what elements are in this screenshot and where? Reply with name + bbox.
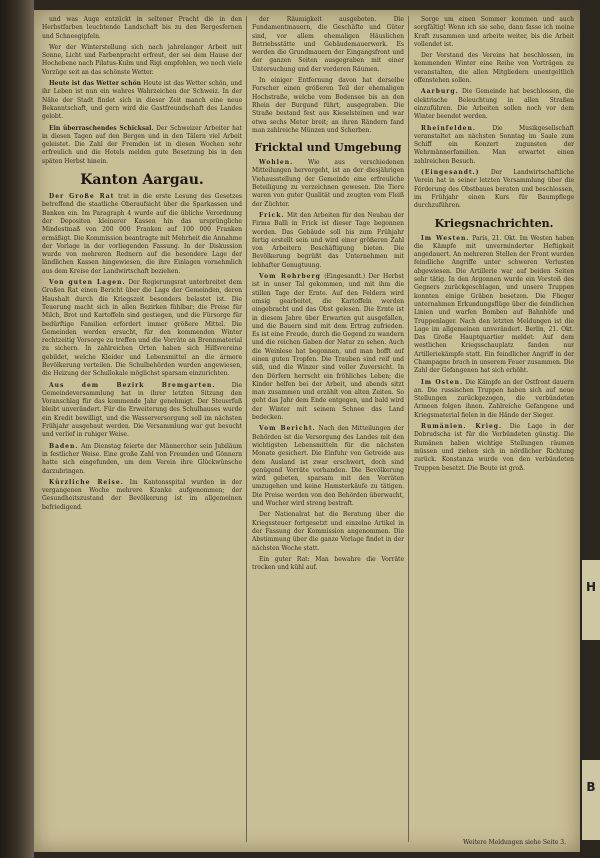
paragraph: und was Auge entzückt in seltener Pracht die in den Herbstfarben leuchtende Landschaft bis zu den Bergesfernen und Schneegipfeln. xyxy=(42,16,242,40)
column-middle xyxy=(252,16,404,842)
item-text: Die Musikgesellschaft veranstaltet am nächsten Sonntag im Saale zum Schiff ein Konzert zugunsten der Wehrmännerfamilien. Man erwartet einen zahlreichen Besuch. xyxy=(414,124,574,165)
news-item xyxy=(252,273,404,422)
news-item xyxy=(414,379,574,420)
item-text: Der Schweizer Arbeiter hat in diesen Tagen auf den Bergen und in den Tälern viel Arbeit geleistet. Die Zahl der Fremden ist in diesen Wochen sehr erfreulich und die Hotels melden gute Besetzung bis in den späten Herbst hinein. xyxy=(42,124,242,165)
paragraph: Sorge um einen Sommer kommen und auch sorgfältig! Wenn ich sie sehe, dann fasse ich meine Kraft zusammen und arbeite weiter, bis die Arbeit vollendet ist. xyxy=(414,16,574,48)
item-text: Der Landwirtschaftliche Verein hat in seiner letzten Versammlung über die Förderung des Obstbaues beraten und beschlossen, im Frühjahr einen Kurs für Baumpflege durchzuführen. xyxy=(414,169,574,210)
news-item xyxy=(414,88,574,121)
item-text: Die Kämpfe an der Ostfront dauern an. Die russischen Truppen haben sich auf neue Stellungen zurückgezogen, die verbündeten Armeen folgen ihnen. Zahlreiche Gefangene und Kriegsmaterial fielen in die Hände der Sieger. xyxy=(414,378,574,419)
item-label: Rheinfelden. xyxy=(421,124,476,132)
item-label: Vom Rohrberg xyxy=(259,273,321,281)
item-label: Vom Bericht. xyxy=(259,425,316,433)
column-right xyxy=(414,16,574,842)
paragraph: Wer der Winterstellung sich nach jahrelanger Arbeit mit Sonne, Licht und Farbenpracht erfreut, der sei dem Hause der Hochebene nach Pilatus-Kulm und Rigi empfohlen, wo noch viele Vorzüge seit an das schönste Wetter. xyxy=(42,43,242,76)
news-item xyxy=(252,212,404,270)
paragraph: Der Vorstand des Vereins hat beschlossen, im kommenden Winter eine Reihe von Vorträgen zu veranstalten, die allen Mitgliedern unentgeltlich offenstehen sollen. xyxy=(414,52,574,85)
item-text: Paris, 21. Okt. Im Westen haben die Kämpfe mit unverminderter Heftigkeit angedauert. An mehreren Stellen der Front wurden feindliche Angriffe unter schweren Verlusten abgewiesen. Die Artillerie war auf beiden Seiten sehr tätig. In den Argonnen wurde ein Vorstoß des Gegners zurückgeschlagen, und unsere Truppen konnten einige Gräben besetzen. Die Flieger unternahmen Erkundungsflüge über die feindlichen Linien und warfen Bomben auf Bahnhöfe und Truppenlager. Nach den letzten Meldungen ist die Lage im allgemeinen unverändert. Berlin, 21. Okt. Das Große Hauptquartier meldet: Auf dem westlichen Kriegsschauplatz fanden nur Artilleriekämpfe statt. Ein feindlicher Angriff in der Champagne brach in unserem Feuer zusammen. Die Zahl der Gefangenen hat sich erhöht. xyxy=(414,234,574,375)
item-text: Der Regierungsrat unterbreitet dem Großen Rat einen Bericht über die Lage der Gemeinden, deren Haushalt durch die Kriegszeit besonders belastet ist. Die Teuerung macht sich in allen Bezirken fühlbar; die Preise für Milch, Brot und Kartoffeln sind gestiegen, und die Fürsorge für bedürftige Familien erfordert immer größere Mittel. Die Gemeinden werden ersucht, für den kommenden Winter rechtzeitig Vorsorge zu treffen und die Vorräte an Brennmaterial zu sichern. In zahlreichen Orten haben sich Hilfsvereine gebildet, welche Kleider und Lebensmittel an die ärmere Bevölkerung verteilen. Die Schulbehörden wurden angewiesen, die Heizung der Schullokale möglichst sparsam einzurichten. xyxy=(42,279,242,378)
column-left xyxy=(42,16,242,842)
item-text: Wie aus verschiedenen Mitteilungen hervorgeht, ist an der diesjährigen Viehausstellung der Gemeinde eine erfreuliche Beteiligung zu verzeichnen gewesen. Die Tiere waren von guter Qualität und zeugten vom Fleiß der Züchter. xyxy=(252,159,404,208)
item-label: Frick. xyxy=(259,211,285,219)
news-item xyxy=(42,479,242,512)
item-label: Der Große Rat xyxy=(49,193,115,201)
news-item xyxy=(414,169,574,210)
news-item xyxy=(252,425,404,508)
section-heading: Kriegsnachrichten. xyxy=(434,216,554,230)
ad-letter: B xyxy=(586,780,596,794)
news-item xyxy=(42,382,242,440)
item-label: (Eingesandt.) xyxy=(421,169,480,177)
item-text: Die Gemeinde hat beschlossen, die elektrische Beleuchtung in allen Straßen einzuführen. Die Arbeiten sollen noch vor dem Winter beendet werden. xyxy=(414,88,574,121)
newspaper-page xyxy=(34,10,580,852)
section-heading: Fricktal und Umgebung xyxy=(254,141,402,155)
page-footer: Weitere Meldungen siehe Seite 3. xyxy=(463,839,566,846)
item-text: Die Gemeindeversammlung hat in ihrer letzten Sitzung den Voranschlag für das kommende Jahr genehmigt. Der Steuerfuß bleibt unverändert. Für die Erweiterung des Schulhauses wurde ein Kredit bewilligt, und die Wasserversorgung soll im nächsten Frühjahr ausgebaut werden. Die Versammlung war gut besucht und verlief in ruhiger Weise. xyxy=(42,381,242,439)
news-item xyxy=(42,443,242,476)
item-text: Im Kantonsspital wurden in der vergangenen Woche mehrere Kranke aufgenommen; der Gesundheitszustand der Bevölkerung ist im allgemeinen befriedigend. xyxy=(42,478,242,511)
news-item xyxy=(414,235,574,376)
adjacent-page-edge xyxy=(580,0,600,858)
item-text: Heute ist das Wetter schön, und ihr Leben ist nun ein wahres Wahrzeichen der Schweiz. In der Nähe der Stadt findet sich in dieser Zeit manch eine neue Bekanntschaft, und gern wird die Gastfreundschaft des Landes gelobt. xyxy=(42,80,242,121)
item-text: (Eingesandt.) Der Herbst ist in unser Tal gekommen, und mit ihm die stillen Tage der Ernte. Auf den Feldern wird emsig gearbeitet, die Kartoffeln werden eingebracht und das Obst gelesen. Die Ernte ist in diesem Jahre über Erwarten gut ausgefallen, und die Bauern sind mit dem Ertrag zufrieden. Es ist eine Freude, durch die Gegend zu wandern und die reichen Gaben der Natur zu sehen. Auch die Weinlese hat begonnen, und man hofft auf einen guten Tropfen. Die Trauben sind reif und süß, und die Winzer sind voller Zuversicht. In den Dörfern herrscht ein fröhliches Leben; die Kinder helfen bei der Arbeit, und abends sitzt man zusammen und erzählt von alten Zeiten. So geht das Jahr dem Ende entgegen, und bald wird der Winter mit seinem Schnee das Land bedecken. xyxy=(252,273,404,422)
item-text: Am Dienstag feierte der Männerchor sein Jubiläum in festlicher Weise. Eine große Zahl von Freunden und Gönnern hatte sich eingefunden, um dem Verein ihre Glückwünsche darzubringen. xyxy=(42,442,242,475)
column-rule xyxy=(408,16,409,842)
item-label: Im Osten. xyxy=(421,378,464,386)
ad-fragment xyxy=(582,760,600,840)
item-text: trat in die erste Lesung des Gesetzes betreffend die staatliche Oberaufsicht über die Sparkassen und Banken ein. Im Paragraph 4 wurde auf die übliche Verordnung der Depositen kleinerer Kassen hin das ursprüngliche Mindestmaß von 200 000 Franken auf 100 000 Franken ermäßigt. Die Kommission beantragte mit Mehrheit die Annahme der Vorlage in der vorliegenden Fassung. In der Diskussion wurde von mehreren Rednern auf die besondere Lage der ländlichen Kassen hingewiesen, die ihre Einlagen vornehmlich aus dem Kreise der Landwirtschaft beziehen. xyxy=(42,193,242,275)
news-item xyxy=(414,125,574,166)
item-text: Mit den Arbeiten für den Neubau der Firma Balli in Frick ist dieser Tage begonnen worden. Das Gebäude soll bis zum Frühjahr fertig erstellt sein und wird einer größeren Zahl von Arbeitern Beschäftigung bieten. Die Bevölkerung begrüßt das Unternehmen mit lebhafter Genugtuung. xyxy=(252,211,404,269)
news-item xyxy=(414,423,574,473)
paragraph: Ein guter Rat: Man bewahre die Vorräte trocken und kühl auf. xyxy=(252,555,404,572)
item-label: Baden. xyxy=(49,442,79,450)
item-label: Wohlen. xyxy=(259,159,294,167)
paragraph: der Räumigkeit ausgeboten. Die Fundamentmauern, die Geschäfte und Güter sind, vor allem ehemaligen Häuslichen Betriebsstätte und Gebäudemauerwerk. Es werden die Grundmauern der Eingangsfront und der ganzen Seiten ausgegraben mit einer Untersuchung und der vorderen Räumen. xyxy=(252,16,404,73)
paragraph: Der Nationalrat hat die Beratung über die Kriegssteuer fortgesetzt und einzelne Artikel in der Fassung der Kommission angenommen. Die Abstimmung über die ganze Vorlage findet in der nächsten Woche statt. xyxy=(252,511,404,552)
item-label: Aarburg. xyxy=(421,88,459,96)
item-text: Die Lage in der Dobrudscha ist für die Verbündeten günstig. Die Rumänen haben wichtige Stellungen räumen müssen und ziehen sich in nördlicher Richtung zurück. Konstanza wurde von den verbündeten Truppen besetzt. Die Beute ist groß. xyxy=(414,423,574,472)
paragraph: In einiger Entfernung davon hat derselbe Forscher einen größeren Teil der ehemaligen Hochstraße, welche vom Bodensee bis an den Rhein der Burgund führt, ausgegraben. Die Straße bestand fest aus Kieselsteinen und war etwa sechs Meter breit; an ihren Rändern fand man zahlreiche Münzen und Scherben. xyxy=(252,77,404,134)
item-text: Nach den Mitteilungen der Behörden ist die Versorgung des Landes mit den wichtigsten Lebensmitteln für die nächsten Monate gesichert. Die Einfuhr von Getreide aus dem Ausland ist zwar erschwert, doch sind genügend Vorräte vorhanden. Die Bevölkerung wird gebeten, sparsam mit den Vorräten umzugehen und keine Hamsterkäufe zu tätigen. Die Preise werden von den Behörden überwacht, und Wucher wird streng bestraft. xyxy=(252,425,404,508)
news-item xyxy=(252,159,404,209)
section-heading: Kanton Aargau. xyxy=(80,172,204,189)
news-item xyxy=(42,80,242,121)
item-label: Heute ist das Wetter schön xyxy=(49,80,141,88)
item-label: Rumänien. Krieg. xyxy=(421,423,503,431)
news-item xyxy=(42,279,242,379)
item-label: Kürzliche Reise. xyxy=(49,478,124,486)
item-label: Aus dem Bezirk Bremgarten. xyxy=(49,381,216,389)
news-item xyxy=(42,125,242,166)
book-spine xyxy=(0,0,34,858)
news-item xyxy=(42,193,242,276)
item-label: Im Westen. xyxy=(421,234,470,242)
column-rule xyxy=(246,16,247,842)
item-label: Von guten Lagen. xyxy=(49,279,126,287)
ad-fragment xyxy=(582,560,600,640)
ad-letter: H xyxy=(585,580,597,594)
item-label: Ein überraschendes Schicksal. xyxy=(49,124,154,132)
